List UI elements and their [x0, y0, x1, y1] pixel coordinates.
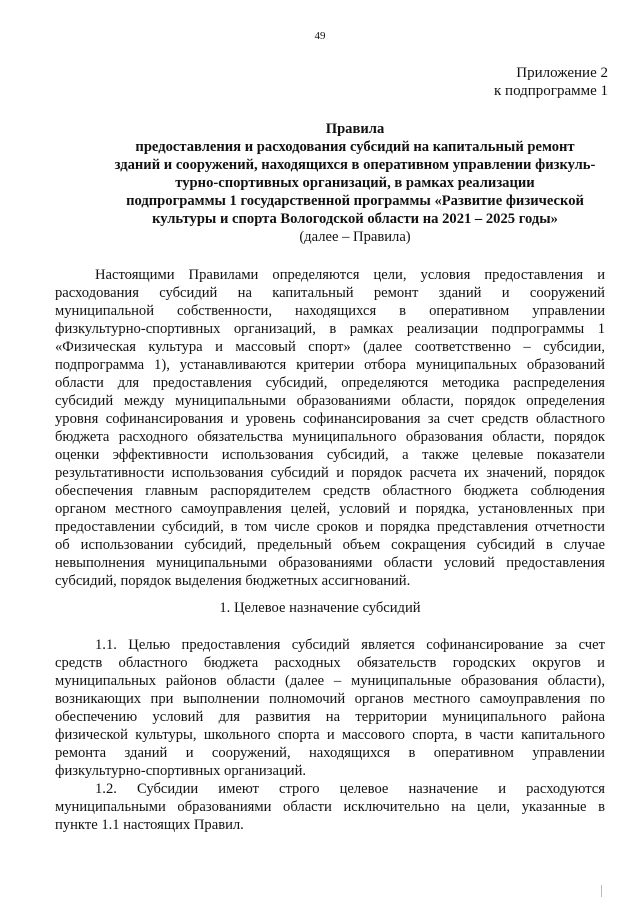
- paragraph-line: 1.2. Субсидии имеют строго целевое назначение и расходуются: [95, 781, 605, 797]
- paragraph-line: расходования субсидий на капитальный ремонт зданий и сооружений: [55, 285, 605, 301]
- page-number: 49: [314, 30, 326, 42]
- appendix-reference: [494, 64, 608, 100]
- paragraph-line: Настоящими Правилами определяются цели, условия предоставления и: [95, 267, 605, 283]
- title-line: подпрограммы 1 государственной программы «Развитие физической: [126, 193, 584, 209]
- paragraph-line: муниципальными образованиями области исключительно на цели, указанные в: [55, 799, 605, 815]
- paragraph-line: ремонта зданий и сооружений, находящихся в оперативном управлении: [55, 745, 605, 761]
- paragraph-line: результативности использования субсидий и порядок расчета их значений, порядок: [55, 465, 605, 481]
- title-subtitle: (далее – Правила): [299, 229, 411, 245]
- appendix-line-2: к подпрограмме 1: [494, 83, 608, 99]
- paragraph-line: субсидий, порядок выделения бюджетных ассигнований.: [55, 573, 411, 589]
- paragraph-line: субсидий между муниципальными образованиями области, порядок определения: [55, 393, 605, 409]
- paragraph-line: бюджета расходного обязательства муниципального образования области, порядок: [55, 429, 605, 445]
- paragraph-line: обеспечения главным распорядителем средств областного бюджета соблюдения: [55, 483, 605, 499]
- paragraph-line: возникающих при выполнении полномочий органов местного самоуправления по: [55, 691, 605, 707]
- title-line: зданий и сооружений, находящихся в оперативном управлении физкуль-: [114, 157, 596, 173]
- paragraph-line: оценки эффективности использования субсидий, а также целевые показатели: [55, 447, 605, 463]
- paragraph-line: средств областного бюджета расходных обязательств городских округов и: [55, 655, 605, 671]
- paragraph-line: невыполнения муниципальными образованиями области условий предоставления: [55, 555, 605, 571]
- paragraph-line: органом местного самоуправления целей, условий и порядка, установленных при: [55, 501, 605, 517]
- paragraph-line: 1.1. Целью предоставления субсидий является софинансирование за счет: [95, 637, 605, 653]
- scan-mark: [601, 885, 602, 897]
- paragraph-line: области для предоставления субсидий, определяются методика распределения: [55, 375, 605, 391]
- title-line: турно-спортивных организаций, в рамках реализации: [175, 175, 535, 191]
- paragraph-line: физкультурно-спортивных организаций, в рамках реализации подпрограммы 1: [55, 321, 605, 337]
- paragraph-line: физкультурно-спортивных организаций.: [55, 763, 307, 779]
- paragraph-line: об использовании субсидий, предельный объем сокращения субсидий в случае: [55, 537, 605, 553]
- title-line: предоставления и расходования субсидий на капитальный ремонт: [135, 139, 575, 155]
- paragraph-line: подпрограмма 1), устанавливаются критерии отбора муниципальных образований: [55, 357, 605, 373]
- paragraph-line: пункте 1.1 настоящих Правил.: [55, 817, 244, 833]
- paragraph-line: уровня софинансирования и уровень софинансирования за счет средств областного: [55, 411, 605, 427]
- paragraph-line: физической культуры, школьного спорта и массового спорта, в части капитального: [55, 727, 605, 743]
- title-line: культуры и спорта Вологодской области на 2021 – 2025 годы»: [152, 211, 558, 227]
- intro-paragraph: [55, 266, 605, 590]
- appendix-line-1: Приложение 2: [516, 65, 608, 81]
- paragraph-line: «Физическая культура и массовый спорт» (далее соответственно – субсидии,: [55, 339, 605, 355]
- paragraph-line: муниципальной собственности, находящихся в оперативном управлении: [55, 303, 605, 319]
- title-heading: Правила: [325, 121, 385, 137]
- paragraph-line: предоставлении субсидий, в том числе сроков и порядка представления отчетности: [55, 519, 605, 535]
- clause-1-1: [55, 636, 605, 780]
- section-heading: 1. Целевое назначение субсидий: [219, 600, 421, 616]
- clause-1-2: [55, 780, 605, 834]
- document-title: [60, 120, 640, 246]
- paragraph-line: обеспечению условий для развития на территории муниципального района: [55, 709, 605, 725]
- paragraph-line: муниципальных районов области (далее – муниципальные образования области),: [55, 673, 605, 689]
